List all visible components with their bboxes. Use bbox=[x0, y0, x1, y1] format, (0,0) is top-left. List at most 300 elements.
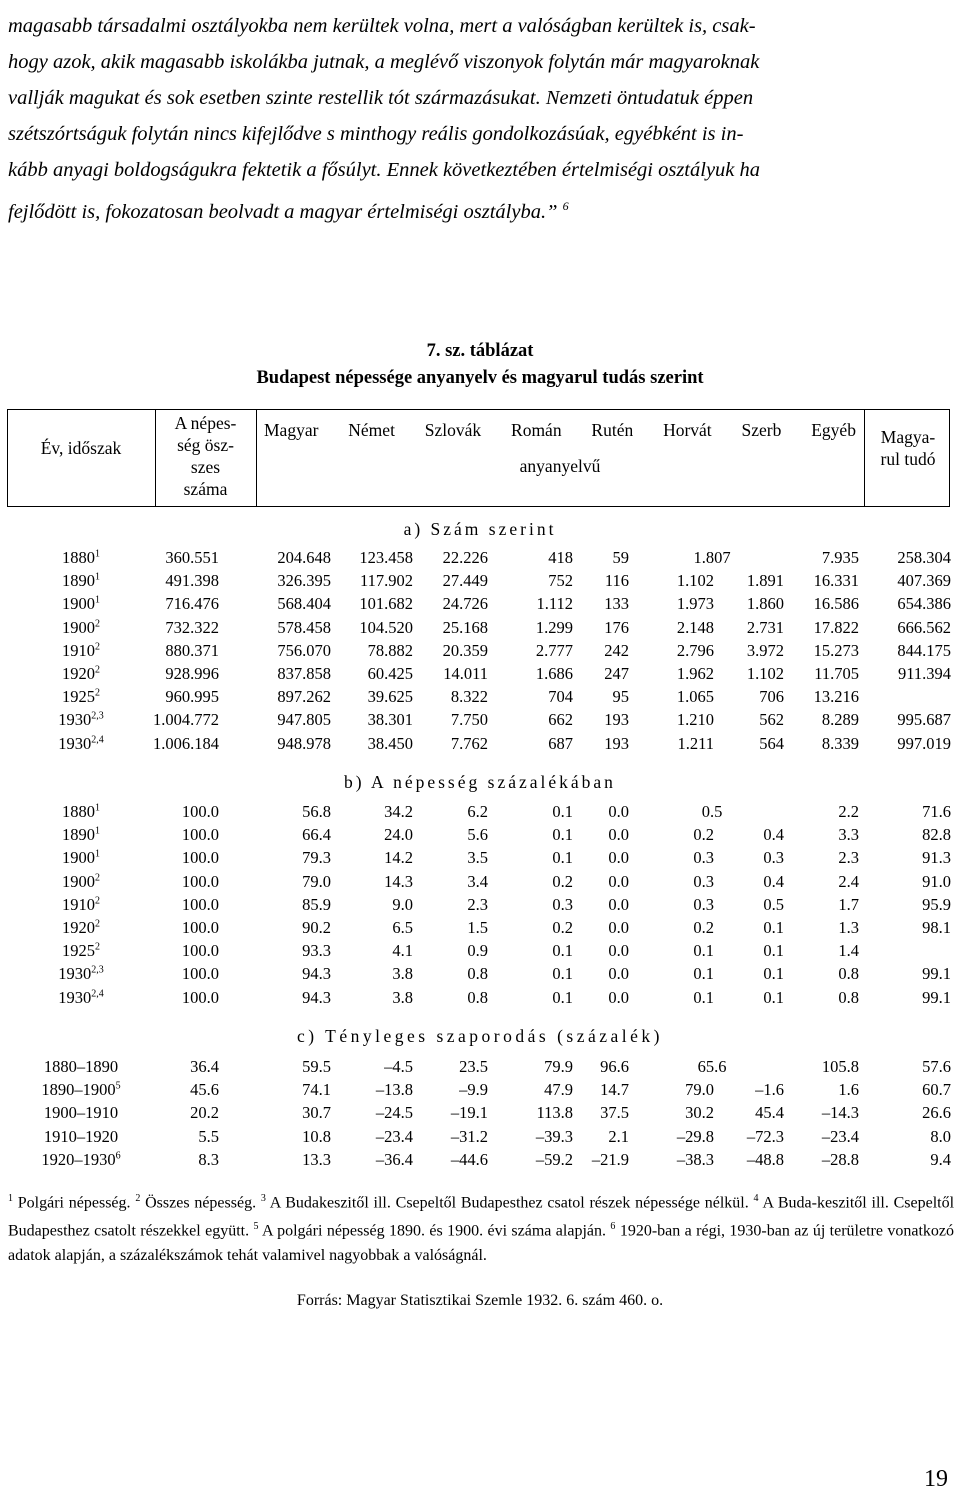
table-cell: 1.7 bbox=[838, 894, 859, 914]
footnote: A polgári népesség 1890. és 1900. évi száma alapján. bbox=[262, 1222, 606, 1240]
table-cell: 1.5 bbox=[467, 918, 488, 937]
table-cell: –31.2 bbox=[450, 1126, 488, 1146]
table-cell: 193 bbox=[604, 733, 629, 753]
table-cell: 133 bbox=[604, 594, 629, 614]
table-cell: 2.1 bbox=[608, 1126, 629, 1146]
table-cell: 0.8 bbox=[838, 964, 859, 984]
table-cell: 0.2 bbox=[552, 871, 573, 891]
table-title: Budapest népessége anyanyelv és magyarul tudás szerint bbox=[256, 368, 704, 388]
row-year: 1900$^2$ bbox=[62, 617, 100, 637]
table-cell: 1.3 bbox=[838, 918, 859, 937]
header-lang: Román bbox=[511, 420, 562, 440]
row-year: 1925$^2$ bbox=[62, 941, 100, 961]
table-cell: 9.4 bbox=[930, 1149, 951, 1169]
footnote: Polgári népesség. bbox=[17, 1194, 131, 1212]
table-cell: 666.562 bbox=[897, 617, 951, 637]
table-number: 7. sz. táblázat bbox=[426, 341, 534, 361]
header-lang: Szerb bbox=[741, 420, 782, 440]
table-cell: 36.4 bbox=[190, 1057, 219, 1076]
table-cell: 30.2 bbox=[685, 1103, 714, 1123]
table-cell: 0.5 bbox=[701, 802, 723, 821]
table-cell: 100.0 bbox=[181, 941, 219, 961]
table-cell: 14.3 bbox=[384, 871, 413, 891]
table-cell: 491.398 bbox=[165, 571, 219, 591]
table-cell: –23.4 bbox=[821, 1126, 859, 1146]
table-cell: 79.3 bbox=[302, 848, 331, 868]
table-cell: 7.935 bbox=[821, 548, 859, 567]
table-cell: 1.962 bbox=[676, 664, 714, 683]
table-cell: 8.289 bbox=[821, 710, 859, 730]
table-cell: 756.070 bbox=[277, 640, 331, 660]
table-cell: –29.8 bbox=[676, 1126, 714, 1146]
table-cell: 26.6 bbox=[922, 1103, 951, 1123]
table-cell: 8.0 bbox=[930, 1126, 951, 1146]
table-cell: 7.762 bbox=[450, 733, 488, 753]
table-cell: 85.9 bbox=[302, 894, 331, 914]
table-cell: 1.807 bbox=[693, 548, 731, 567]
table-row bbox=[0, 848, 960, 871]
table-cell: 23.5 bbox=[459, 1057, 488, 1076]
table-cell: 99.1 bbox=[922, 987, 951, 1007]
table-cell: 897.262 bbox=[277, 687, 331, 707]
table-row bbox=[0, 1080, 960, 1103]
table-cell: 1.112 bbox=[536, 594, 573, 614]
table-cell: 8.339 bbox=[821, 733, 859, 753]
table-cell: 24.0 bbox=[384, 825, 413, 845]
table-cell: 59 bbox=[612, 548, 629, 567]
table-cell: 3.8 bbox=[392, 987, 413, 1007]
table-cell: 928.996 bbox=[165, 664, 219, 683]
table-cell: 30.7 bbox=[302, 1103, 331, 1123]
table-cell: 0.0 bbox=[608, 848, 629, 868]
row-year: 1900$^2$ bbox=[62, 871, 100, 891]
table-cell: 654.386 bbox=[897, 594, 951, 614]
table-row bbox=[0, 825, 960, 848]
table-row bbox=[0, 1057, 960, 1080]
table-cell: 0.0 bbox=[608, 918, 629, 937]
table-cell: 0.4 bbox=[763, 825, 784, 845]
table-cell: 0.0 bbox=[608, 825, 629, 845]
table-cell: 1.891 bbox=[746, 571, 784, 591]
table-cell: 1.4 bbox=[838, 941, 859, 961]
table-cell: 100.0 bbox=[181, 871, 219, 891]
table-cell: 38.301 bbox=[367, 710, 413, 730]
row-year: 1930$^{2,4}$ bbox=[58, 987, 104, 1007]
table-cell: 22.226 bbox=[442, 548, 488, 567]
table-cell: 104.520 bbox=[359, 617, 413, 637]
table-cell: 3.4 bbox=[467, 871, 488, 891]
table-cell: 0.2 bbox=[693, 918, 714, 937]
row-year: 1920$^2$ bbox=[62, 918, 100, 937]
table-cell: 193 bbox=[604, 710, 629, 730]
table-cell: 93.3 bbox=[302, 941, 331, 961]
table-cell: 4.1 bbox=[392, 941, 413, 961]
table-cell: –21.9 bbox=[591, 1149, 629, 1169]
table-cell: 360.551 bbox=[165, 548, 219, 567]
table-cell: 0.0 bbox=[608, 964, 629, 984]
table-cell: 662 bbox=[548, 710, 573, 730]
table-cell: –19.1 bbox=[450, 1103, 488, 1123]
table-cell: 0.4 bbox=[763, 871, 784, 891]
header-total: A népes- ség ösz- szes száma bbox=[174, 413, 237, 499]
row-year: 1910$^2$ bbox=[62, 640, 100, 660]
table-cell: 326.395 bbox=[277, 571, 331, 591]
table-cell: 687 bbox=[548, 733, 573, 753]
table-row bbox=[0, 988, 960, 1011]
table-cell: 1.299 bbox=[535, 617, 573, 637]
table-cell: 0.3 bbox=[552, 894, 573, 914]
intro-line: fejlődött is, fokozatosan beolvadt a magyar értelmiségi osztályba.” $^6$ bbox=[8, 199, 569, 223]
table-cell: 16.331 bbox=[813, 571, 859, 591]
table-cell: 79.0 bbox=[685, 1080, 714, 1100]
header-lang: Szlovák bbox=[424, 420, 482, 440]
table-cell: 94.3 bbox=[302, 987, 331, 1007]
table-cell: 60.425 bbox=[367, 664, 413, 683]
table-cell: 0.8 bbox=[467, 964, 488, 984]
table-cell: 13.3 bbox=[302, 1149, 331, 1169]
table-cell: 78.882 bbox=[367, 640, 413, 660]
table-row bbox=[0, 641, 960, 664]
table-cell: 3.972 bbox=[746, 640, 784, 660]
table-row bbox=[0, 710, 960, 733]
table-cell: –9.9 bbox=[459, 1080, 488, 1100]
table-cell: 91.0 bbox=[922, 871, 951, 891]
table-cell: 20.2 bbox=[190, 1103, 219, 1123]
table-cell: 15.273 bbox=[813, 640, 859, 660]
table-cell: 0.5 bbox=[763, 894, 784, 914]
table-cell: 65.6 bbox=[697, 1057, 727, 1076]
source-note: Forrás: Magyar Statisztikai Szemle 1932. 6. szám 460. o. bbox=[296, 1292, 664, 1309]
table-cell: 247 bbox=[604, 664, 629, 683]
table-cell: 98.1 bbox=[922, 918, 951, 937]
table-cell: –13.8 bbox=[375, 1080, 413, 1100]
table-cell: 1.973 bbox=[676, 594, 714, 614]
row-year: 1890–1900$^5$ bbox=[41, 1080, 121, 1100]
table-cell: 74.1 bbox=[302, 1080, 331, 1100]
section-title: a) Szám szerint bbox=[403, 519, 557, 539]
table-cell: 1.686 bbox=[535, 664, 573, 683]
header-lang: Egyéb bbox=[811, 420, 856, 440]
table-cell: 0.8 bbox=[838, 987, 859, 1007]
table-cell: 6.5 bbox=[392, 918, 413, 937]
row-year: 1890$^1$ bbox=[62, 571, 100, 591]
footnotes: $^1$ Polgári népesség. $^2$ Összes népesség. $^3$ A Budakeszitől ill. Csepeltől Budapesthez csatol részek népessége nélkül. $^4$ A Buda-keszitől ill. Csepeltől Budapesthez csatolt részekkel együtt. $^5$ A polgári népesség 1890. és 1900. évi száma alapján. $^6$ 1920-ban a régi, 1930-ban az új területre vonatkozó adatok alapján, a százalékszámok tehát valamivel nagyobbak a valóságnál. bbox=[8, 1193, 955, 1264]
table-cell: 79.9 bbox=[544, 1057, 573, 1076]
footnote: 1920-ban a régi, 1930-ban az új területre vonatkozó adatok alapján, a százalékszámok tehát valamivel nagyobbak a valóságnál. bbox=[8, 1222, 955, 1264]
table-cell: 0.1 bbox=[693, 964, 714, 984]
intro-paragraph bbox=[8, 8, 954, 230]
table-cell: 0.1 bbox=[763, 964, 784, 984]
table-cell: 1.102 bbox=[676, 571, 714, 591]
table-cell: 0.1 bbox=[693, 941, 714, 961]
table-cell: 59.5 bbox=[302, 1057, 331, 1076]
table-cell: 8.3 bbox=[198, 1149, 219, 1169]
table-cell: –36.4 bbox=[375, 1149, 413, 1169]
header-lang: Magyar bbox=[264, 420, 319, 440]
table-cell: 34.2 bbox=[384, 802, 413, 821]
table-cell: 0.1 bbox=[552, 964, 573, 984]
table-cell: 407.369 bbox=[897, 571, 951, 591]
section-title: b) A népesség százalékában bbox=[344, 772, 616, 792]
table-cell: 17.822 bbox=[813, 617, 859, 637]
table-cell: 1.065 bbox=[676, 687, 714, 707]
table-cell: 0.9 bbox=[467, 941, 488, 961]
table-cell: 100.0 bbox=[181, 802, 219, 821]
table-cell: 0.1 bbox=[693, 987, 714, 1007]
table-cell: 100.0 bbox=[181, 918, 219, 937]
table-row bbox=[0, 1150, 960, 1173]
row-year: 1930$^{2,4}$ bbox=[58, 733, 104, 753]
table-cell: 947.805 bbox=[277, 710, 331, 730]
table-row bbox=[0, 1127, 960, 1150]
table-cell: 242 bbox=[604, 640, 629, 660]
table-cell: 2.777 bbox=[535, 640, 573, 660]
table-cell: 0.1 bbox=[552, 825, 573, 845]
table-cell: 37.5 bbox=[600, 1103, 629, 1123]
table-cell: 116 bbox=[604, 571, 629, 591]
table-row bbox=[0, 571, 960, 594]
header-languages bbox=[258, 419, 862, 441]
header-lang: Rutén bbox=[591, 420, 634, 440]
table-row bbox=[0, 594, 960, 617]
footnote: A Budakeszitől ill. Csepeltől Budapesthez csatol részek népessége nélkül. bbox=[269, 1194, 749, 1212]
table-cell: 911.394 bbox=[897, 664, 951, 683]
table-row bbox=[0, 918, 960, 941]
table-row bbox=[0, 802, 960, 825]
table-row bbox=[0, 941, 960, 964]
header-mother-tongue: anyanyelvű bbox=[519, 456, 601, 476]
table-cell: 0.1 bbox=[763, 918, 784, 937]
table-row bbox=[0, 964, 960, 987]
table-cell: 732.322 bbox=[165, 617, 219, 637]
table-cell: 1.102 bbox=[746, 664, 784, 683]
table-cell: 0.0 bbox=[608, 802, 629, 821]
table-cell: 0.0 bbox=[608, 894, 629, 914]
table-cell: 60.7 bbox=[922, 1080, 951, 1100]
table-cell: 117.902 bbox=[359, 571, 413, 591]
intro-line: vallják magukat és sok esetben szinte restellik tót származásukat. Nemzeti öntudatuk éppen bbox=[8, 87, 754, 109]
table-cell: –38.3 bbox=[676, 1149, 714, 1169]
header-divider bbox=[256, 409, 257, 507]
table-cell: 2.2 bbox=[838, 802, 859, 821]
table-cell: –59.2 bbox=[535, 1149, 573, 1169]
table-cell: 91.3 bbox=[922, 848, 951, 868]
table-cell: –24.5 bbox=[375, 1103, 413, 1123]
table-cell: 45.6 bbox=[190, 1080, 219, 1100]
table-cell: 123.458 bbox=[359, 548, 413, 567]
table-cell: 71.6 bbox=[922, 802, 951, 821]
table-row bbox=[0, 872, 960, 895]
table-row bbox=[0, 734, 960, 757]
table-cell: 2.731 bbox=[746, 617, 784, 637]
table-cell: 3.5 bbox=[467, 848, 488, 868]
table-cell: –14.3 bbox=[821, 1103, 859, 1123]
table-cell: 8.322 bbox=[450, 687, 488, 707]
intro-line: hogy azok, akik magasabb iskolákba jutnak, a meglévő viszonyok folytán már magyaroknak bbox=[8, 51, 760, 73]
table-cell: 0.2 bbox=[693, 825, 714, 845]
table-cell: 6.2 bbox=[467, 802, 488, 821]
table-cell: 704 bbox=[548, 687, 573, 707]
table-cell: 14.2 bbox=[384, 848, 413, 868]
table-cell: 880.371 bbox=[165, 640, 219, 660]
table-cell: 2.3 bbox=[467, 894, 488, 914]
table-row bbox=[0, 548, 960, 571]
table-cell: –23.4 bbox=[375, 1126, 413, 1146]
table-row bbox=[0, 1103, 960, 1126]
table-cell: 11.705 bbox=[814, 664, 859, 683]
table-cell: 100.0 bbox=[181, 894, 219, 914]
table-cell: 14.7 bbox=[600, 1080, 629, 1100]
table-cell: 2.148 bbox=[676, 617, 714, 637]
header-lang: Német bbox=[348, 420, 395, 440]
table-cell: 105.8 bbox=[821, 1057, 859, 1076]
table-cell: 100.0 bbox=[181, 825, 219, 845]
table-cell: –28.8 bbox=[821, 1149, 859, 1169]
header-divider bbox=[155, 409, 156, 507]
table-cell: 0.3 bbox=[693, 848, 714, 868]
table-cell: 1.6 bbox=[838, 1080, 859, 1100]
table-cell: 948.978 bbox=[277, 733, 331, 753]
table-cell: 562 bbox=[759, 710, 784, 730]
table-cell: 997.019 bbox=[897, 733, 951, 753]
table-cell: 0.3 bbox=[693, 894, 714, 914]
table-cell: 0.1 bbox=[552, 802, 573, 821]
table-cell: 100.0 bbox=[181, 964, 219, 984]
table-cell: 0.0 bbox=[608, 987, 629, 1007]
table-cell: 1.860 bbox=[746, 594, 784, 614]
row-year: 1900$^1$ bbox=[62, 594, 100, 614]
table-cell: 0.0 bbox=[608, 941, 629, 961]
row-year: 1880$^1$ bbox=[62, 548, 100, 567]
table-cell: 204.648 bbox=[277, 548, 331, 567]
row-year: 1880$^1$ bbox=[62, 802, 100, 821]
table-cell: –72.3 bbox=[746, 1126, 784, 1146]
table-cell: 176 bbox=[604, 617, 629, 637]
table-row bbox=[0, 895, 960, 918]
table-cell: 82.8 bbox=[922, 825, 951, 845]
footnote: A Buda-keszitől ill. Csepeltől Budapesthez csatolt részekkel együtt. bbox=[8, 1194, 955, 1240]
table-cell: 960.995 bbox=[165, 687, 219, 707]
table-cell: 100.0 bbox=[181, 848, 219, 868]
table-cell: 1.004.772 bbox=[153, 710, 219, 730]
table-cell: –48.8 bbox=[746, 1149, 784, 1169]
intro-line: szétszórtságuk folytán nincs kifejlődve s minthogy reális gondolkozásúak, egyébként is in- bbox=[8, 123, 744, 145]
table-cell: 2.796 bbox=[676, 640, 714, 660]
table-cell: 752 bbox=[548, 571, 573, 591]
table-cell: 0.0 bbox=[608, 871, 629, 891]
table-cell: 95 bbox=[612, 687, 629, 707]
table-cell: 94.3 bbox=[302, 964, 331, 984]
header-year: Év, időszak bbox=[40, 438, 122, 458]
table-cell: 0.8 bbox=[467, 987, 488, 1007]
table-cell: 10.8 bbox=[302, 1126, 331, 1146]
table-cell: 25.168 bbox=[442, 617, 488, 637]
table-cell: 568.404 bbox=[277, 594, 331, 614]
table-cell: 56.8 bbox=[302, 802, 331, 821]
table-cell: 0.1 bbox=[552, 941, 573, 961]
table-cell: 578.458 bbox=[277, 617, 331, 637]
table-cell: 99.1 bbox=[922, 964, 951, 984]
header-divider bbox=[864, 409, 865, 507]
table-cell: 38.450 bbox=[367, 733, 413, 753]
page-number: 19 bbox=[924, 1466, 948, 1492]
row-year: 1925$^2$ bbox=[62, 687, 100, 707]
row-year: 1880–1890 bbox=[43, 1057, 119, 1076]
table-cell: 1.210 bbox=[676, 710, 714, 730]
table-cell: 995.687 bbox=[897, 710, 951, 730]
table-cell: 0.1 bbox=[552, 848, 573, 868]
table-cell: –4.5 bbox=[384, 1057, 413, 1076]
table-cell: 0.3 bbox=[763, 848, 784, 868]
table-cell: 3.8 bbox=[392, 964, 413, 984]
table-cell: 24.726 bbox=[442, 594, 488, 614]
table-cell: 1.006.184 bbox=[153, 733, 219, 753]
section-title: c) Tényleges szaporodás (százalék) bbox=[297, 1026, 663, 1046]
table-cell: 7.750 bbox=[450, 710, 488, 730]
row-year: 1910–1920 bbox=[43, 1126, 119, 1146]
header-speaks-hungarian: Magya- rul tudó bbox=[880, 427, 936, 469]
table-row bbox=[0, 687, 960, 710]
row-year: 1900$^1$ bbox=[62, 848, 100, 868]
table-cell: 39.625 bbox=[367, 687, 413, 707]
row-year: 1900–1910 bbox=[43, 1103, 119, 1123]
table-cell: 0.1 bbox=[763, 987, 784, 1007]
footnote-ref: 6 bbox=[562, 199, 569, 213]
table-cell: 0.3 bbox=[693, 871, 714, 891]
row-year: 1930$^{2,3}$ bbox=[58, 964, 104, 984]
table-cell: 101.682 bbox=[359, 594, 413, 614]
table-cell: 3.3 bbox=[838, 825, 859, 845]
table-cell: 418 bbox=[548, 548, 573, 567]
table-cell: 45.4 bbox=[755, 1103, 784, 1123]
table-cell: 564 bbox=[759, 733, 784, 753]
table-cell: 13.216 bbox=[813, 687, 859, 707]
table-cell: 0.1 bbox=[552, 987, 573, 1007]
row-year: 1930$^{2,3}$ bbox=[58, 710, 104, 730]
table-cell: 2.3 bbox=[838, 848, 859, 868]
table-cell: 5.5 bbox=[198, 1126, 219, 1146]
table-cell: 16.586 bbox=[813, 594, 859, 614]
table-cell: 844.175 bbox=[897, 640, 951, 660]
table-cell: 837.858 bbox=[277, 664, 331, 683]
table-cell: –44.6 bbox=[450, 1149, 488, 1169]
table-row bbox=[0, 618, 960, 641]
table-cell: 14.011 bbox=[443, 664, 488, 683]
table-cell: 9.0 bbox=[392, 894, 413, 914]
table-cell: 90.2 bbox=[302, 918, 331, 937]
table-cell: 0.2 bbox=[552, 918, 573, 937]
table-cell: 2.4 bbox=[838, 871, 859, 891]
intro-line: magasabb társadalmi osztályokba nem kerültek volna, mert a valóságban kerültek is, csak- bbox=[8, 15, 756, 37]
row-year: 1920–1930$^6$ bbox=[41, 1149, 121, 1169]
header-lang: Horvát bbox=[663, 420, 712, 440]
table-cell: 113.8 bbox=[536, 1103, 573, 1123]
table-cell: 258.304 bbox=[897, 548, 951, 567]
footnote: Összes népesség. bbox=[145, 1194, 257, 1212]
table-cell: 1.211 bbox=[677, 733, 714, 753]
table-cell: 100.0 bbox=[181, 987, 219, 1007]
table-cell: 96.6 bbox=[600, 1057, 629, 1076]
intro-line: kább anyagi boldogságukra fektetik a fősúlyt. Ennek következtében értelmiségi osztályuk ha bbox=[8, 159, 761, 181]
row-year: 1890$^1$ bbox=[62, 825, 100, 845]
table-row bbox=[0, 664, 960, 687]
table-cell: 20.359 bbox=[442, 640, 488, 660]
table-cell: –1.6 bbox=[755, 1080, 784, 1100]
row-year: 1910$^2$ bbox=[62, 894, 100, 914]
table-cell: 0.1 bbox=[763, 941, 784, 961]
table-cell: 5.6 bbox=[467, 825, 488, 845]
table-cell: 57.6 bbox=[922, 1057, 951, 1076]
